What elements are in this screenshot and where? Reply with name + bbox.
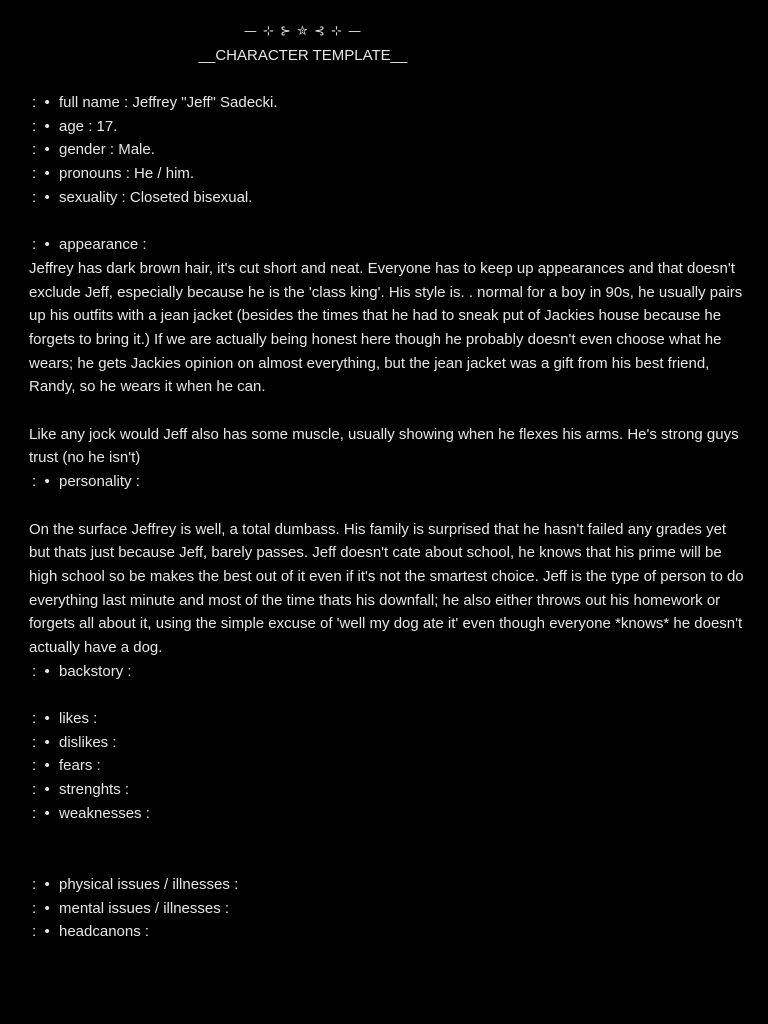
spacer xyxy=(29,683,745,707)
bullet-prefix: : • xyxy=(32,781,50,799)
appearance-paragraph-2: Like any jock would Jeff also has some muscle, usually showing when he flexes his arms. He's strong guys trust (no he isn't) xyxy=(29,425,739,467)
field-text: full name : Jeffrey "Jeff" Sadecki. xyxy=(59,94,278,111)
field-text: strenghts : xyxy=(59,781,130,799)
field-likes xyxy=(29,707,745,731)
field-gender xyxy=(29,138,745,162)
field-appearance xyxy=(29,233,745,257)
field-mental-issues xyxy=(29,897,745,921)
field-text: dislikes : xyxy=(59,733,117,751)
field-text: age : 17. xyxy=(59,117,118,135)
bullet-prefix: : • xyxy=(32,923,50,941)
bullet-prefix: : • xyxy=(32,710,50,728)
bullet-prefix: : • xyxy=(32,875,50,893)
field-text: physical issues / illnesses : xyxy=(59,875,239,893)
field-text: headcanons : xyxy=(59,923,150,941)
bullet-prefix: : • xyxy=(32,165,50,183)
spacer xyxy=(29,209,745,233)
field-weaknesses xyxy=(29,802,745,826)
field-text: fears : xyxy=(59,757,101,775)
field-text: weaknesses : xyxy=(59,804,150,822)
spacer xyxy=(29,826,745,873)
field-text: gender : Male. xyxy=(59,141,155,159)
bullet-prefix: : • xyxy=(32,117,50,135)
field-dislikes xyxy=(29,731,745,755)
field-text: sexuality : Closeted bisexual. xyxy=(59,188,253,206)
personality-paragraph: On the surface Jeffrey is well, a total dumbass. His family is surprised that he hasn't failed any grades yet but thats just because Jeff, barely passes. Jeff doesn't cate about school, he knows that his prime will be high school so be makes the best out of it even if it's not the smartest choice. Jeff is the type of person to do everything last minute and most of the time thats his downfall; he also either throws out his homework or forgets all about it, using the simple excuse of 'well my dog ate it' even though everyone *knows* he doesn't actually have a dog. xyxy=(29,520,744,657)
bullet-prefix: : • xyxy=(32,473,50,491)
field-text: likes : xyxy=(59,710,98,728)
field-full-name xyxy=(29,91,745,115)
header-ornament: — ⊹ ⊱ ✮ ⊰ ⊹ — xyxy=(243,24,363,39)
template-content xyxy=(29,91,745,944)
field-strengths xyxy=(29,778,745,802)
field-text: pronouns : He / him. xyxy=(59,165,195,183)
bullet-prefix: : • xyxy=(32,662,50,680)
field-text: appearance : xyxy=(59,236,147,254)
field-physical-issues xyxy=(29,873,745,897)
spacer xyxy=(29,494,745,518)
bullet-prefix: : • xyxy=(32,141,50,159)
appearance-paragraph-1: Jeffrey has dark brown hair, it's cut short and neat. Everyone has to keep up appearances and that doesn't exclude Jeff, especially because he is the 'class king'. His style is. . normal for a boy in 90s, he usually pairs up his outfits with a jean jacket (besides the times that he had to sneak put of Jackies house because he forgets to bring it.) If we are actually being honest here though he probably doesn't even choose what he wears; he gets Jackies opinion on almost everything, but the jean jacket was a gift from his best friend, Randy, so he wears it when he can. xyxy=(29,259,743,396)
bullet-prefix: : • xyxy=(32,899,50,917)
bullet-prefix: : • xyxy=(32,757,50,775)
bullet-prefix: : • xyxy=(32,188,50,206)
field-age xyxy=(29,115,745,139)
field-fears xyxy=(29,754,745,778)
bullet-prefix: : • xyxy=(32,733,50,751)
field-text: backstory : xyxy=(59,662,132,680)
field-headcanons xyxy=(29,920,745,944)
field-personality xyxy=(29,470,745,494)
field-sexuality xyxy=(29,186,745,210)
field-text: mental issues / illnesses : xyxy=(59,899,230,917)
spacer xyxy=(29,399,745,423)
page-title: __CHARACTER TEMPLATE__ xyxy=(198,47,408,64)
bullet-prefix: : • xyxy=(32,236,50,254)
field-pronouns xyxy=(29,162,745,186)
field-text: personality : xyxy=(59,473,140,491)
bullet-prefix: : • xyxy=(32,94,50,111)
bullet-prefix: : • xyxy=(32,804,50,822)
field-backstory xyxy=(29,660,745,684)
